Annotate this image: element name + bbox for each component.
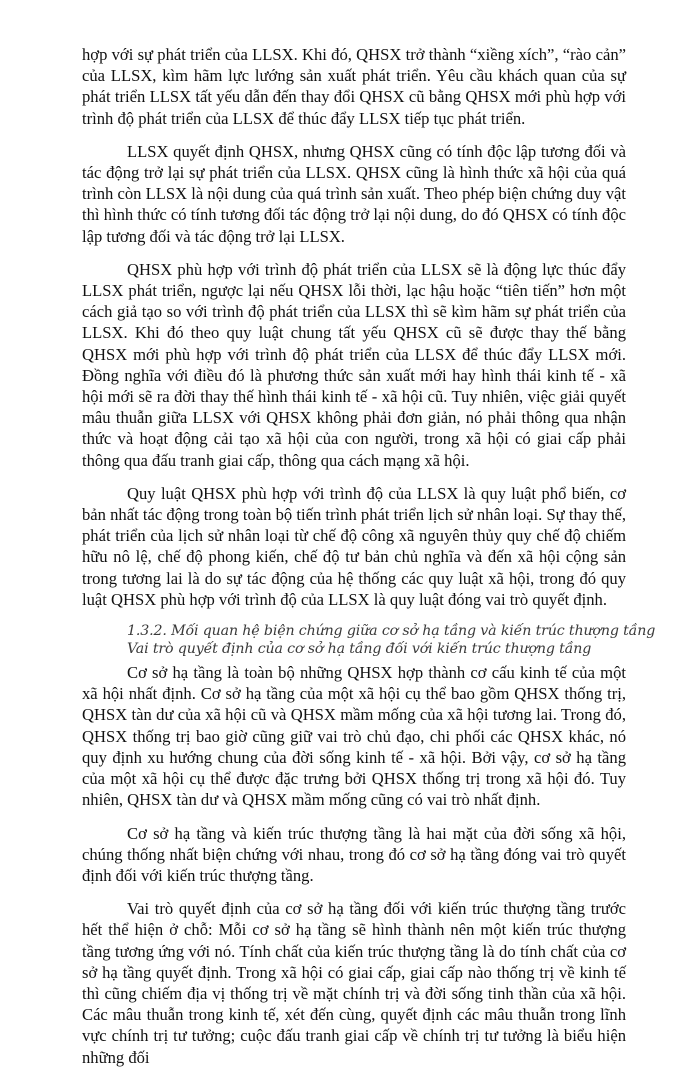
- paragraph-decisive-role: Vai trò quyết định của cơ sở hạ tầng đối với kiến trúc thượng tầng trước hết thể hiện ở chỗ: Mỗi cơ sở hạ tầng sẽ hình thành nên một kiến trúc thượng tầng tương ứng với nó. Tính chất của kiến trúc thượng tầng là do tính chất của cơ sở hạ tầng quyết định. Trong xã hội có giai cấp, giai cấp nào thống trị về kinh tế thì cũng chiếm địa vị thống trị về mặt chính trị và đời sống tinh thần của xã hội. Các mâu thuẫn trong kinh tế, xét đến cùng, quyết định các mâu thuẫn trong lĩnh vực chính trị tư tưởng; cuộc đấu tranh giai cấp về chính trị tư tưởng là biểu hiện những đối: [82, 899, 626, 1067]
- paragraph-continued: hợp với sự phát triển của LLSX. Khi đó, QHSX trở thành “xiềng xích”, “rào cản” của LLSX, kìm hãm lực lướng sản xuất phát triển. Yêu cầu khách quan của sự phát triển LLSX tất yếu dẫn đến thay đổi QHSX cũ bằng QHSX mới phù hợp với trình độ phát triển của LLSX để thúc đẩy LLSX tiếp tục phát triển.: [82, 45, 626, 128]
- paragraph-llsx-determines-qhsx: LLSX quyết định QHSX, nhưng QHSX cũng có tính độc lập tương đối và tác động trở lại sự phát triển của LLSX. QHSX cũng là hình thức xã hội của quá trình còn LLSX là nội dung của quá trình sản xuất. Theo phép biện chứng duy vật thì hình thức có tính tương đối tác động trở lại nội dung, do đó QHSX có tính độc lập tương đối và tác động trở lại LLSX.: [82, 141, 626, 246]
- paragraph-infrastructure-definition: Cơ sở hạ tầng là toàn bộ những QHSX hợp thành cơ cấu kinh tế của một xã hội nhất định. Cơ sở hạ tầng của một xã hội cụ thể bao gồm QHSX thống trị, QHSX tàn dư của xã hội cũ và QHSX mầm mống của xã hội tương lai. Trong đó, QHSX thống trị bao giờ cũng giữ vai trò chủ đạo, chi phối các QHSX khác, nó quy định xu hướng chung của đời sống kinh tế - xã hội. Bởi vậy, cơ sở hạ tầng của một xã hội cụ thể được đặc trưng bởi QHSX thống trị trong xã hội đó. Tuy nhiên, QHSX tàn dư và QHSX mầm mống cũng có vai trò nhất định.: [82, 663, 626, 810]
- paragraph-universal-law: Quy luật QHSX phù hợp với trình độ của LLSX là quy luật phổ biến, cơ bản nhất tác động trong toàn bộ tiến trình phát triển lịch sử nhân loại. Sự thay thế, phát triển của lịch sử nhân loại từ chế độ công xã nguyên thủy quy chế độ chiếm hữu nô lệ, chế độ phong kiến, chế độ tư bản chủ nghĩa và đến xã hội cộng sản trong tương lai là do sự tác động của hệ thống các quy luật xã hội, trong đó quy luật QHSX phù hợp với trình độ của LLSX là quy luật đóng vai trò quyết định.: [82, 483, 626, 609]
- section-heading-title: 1.3.2. Mối quan hệ biện chứng giữa cơ sở hạ tầng và kiến trúc thượng tầng: [127, 623, 656, 640]
- document-page: [82, 44, 656, 1080]
- section-heading: [127, 622, 656, 658]
- paragraph-qhsx-suitability: QHSX phù hợp với trình độ phát triển của LLSX sẽ là động lực thúc đẩy LLSX phát triển, ngược lại nếu QHSX lỗi thời, lạc hậu hoặc “tiên tiến” hơn một cách giả tạo so với trình độ phát triển của LLSX thì sẽ kìm hãm sự phát triển của LLSX. Khi đó theo quy luật chung tất yếu QHSX cũ sẽ được thay thế bằng QHSX mới phù hợp với trình độ phát triển của LLSX để thúc đẩy LLSX mới. Đồng nghĩa với điều đó là phương thức sản xuất mới hay hình thái kinh tế - xã hội mới sẽ ra đời thay thế hình thái kinh tế - xã hội cũ. Tuy nhiên, việc giải quyết mâu thuẫn giữa LLSX với QHSX không phải đơn giản, nó phải thông qua nhận thức và hoạt động cải tạo xã hội của con người, trong xã hội có giai cấp phải thông qua đấu tranh giai cấp, thông qua cách mạng xã hội.: [82, 259, 626, 470]
- section-heading-subtitle: Vai trò quyết định của cơ sở hạ tầng đối với kiến trúc thượng tầng: [127, 641, 592, 658]
- paragraph-two-aspects: Cơ sở hạ tầng và kiến trúc thượng tầng là hai mặt của đời sống xã hội, chúng thống nhất biện chứng với nhau, trong đó cơ sở hạ tầng đóng vai trò quyết định đối với kiến trúc thượng tầng.: [82, 823, 626, 885]
